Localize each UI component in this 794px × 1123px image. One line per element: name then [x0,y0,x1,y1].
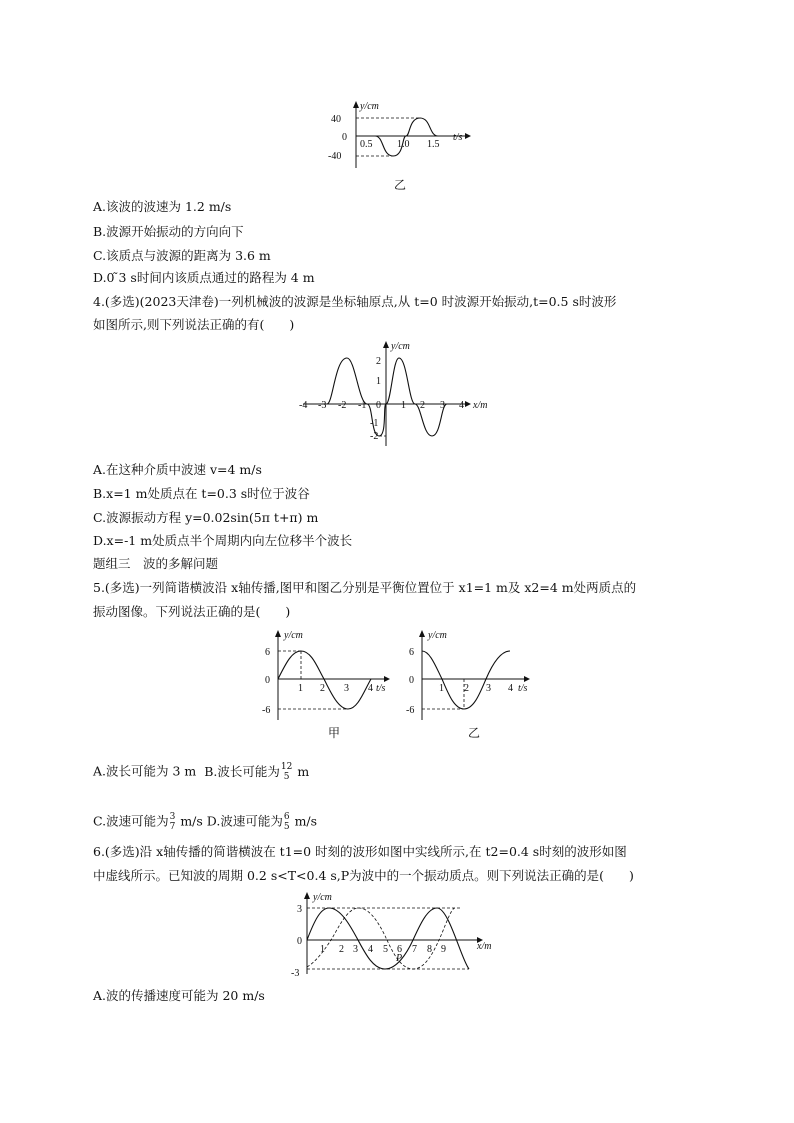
q5-option-b-text: B.波长可能为 [204,763,280,779]
x-tick: 9 [441,944,446,955]
q4-option-c: C.波源振动方程 y=0.02sin(5π t+π) m [93,510,319,525]
unit: m/s [294,813,318,829]
q5-stem-line1: 5.(多选)一列简谐横波沿 x轴传播,图甲和图乙分别是平衡位置位于 x1=1 m及 x2=4 m处两质点的 [93,580,637,595]
y-tick: 6 [265,647,270,658]
wave-graph-q6 [285,889,505,979]
q4-stem-line1: 4.(多选)(2023天津卷)一列机械波的波源是坐标轴原点,从 t=0 时波源开始振动,t=0.5 s时波形 [93,294,617,309]
fraction [170,812,176,832]
x-tick: 0.5 [360,139,373,150]
denominator: 5 [283,822,290,832]
numerator: 3 [169,812,176,822]
x-tick: -4 [299,400,308,411]
unit: m [297,763,310,779]
x-tick: 3 [440,400,445,411]
x-tick: 2 [420,400,425,411]
q5-options-cd [93,812,317,832]
y-tick: -40 [328,151,342,162]
q3-option-d: D.0 ̃3 s时间内该质点通过的路程为 4 m [93,270,315,285]
y-tick: -1 [370,418,379,429]
point-p-label: P [396,953,403,964]
x-tick: 1 [298,683,303,694]
x-tick: 3 [344,683,349,694]
x-tick: 4 [508,683,513,694]
y-tick: 2 [376,356,381,367]
x-tick: -1 [358,400,367,411]
x-tick: 4 [368,683,373,694]
x-tick: 2 [464,683,469,694]
y-tick: 1 [376,376,381,387]
q5-stem-line2: 振动图像。下列说法正确的是( ) [93,604,291,619]
y-tick: 0 [376,400,381,411]
q3-option-c: C.该质点与波源的距离为 3.6 m [93,248,271,263]
x-tick: 1 [320,944,325,955]
solid-wave-t1 [307,908,469,969]
y-tick: 0 [265,675,270,686]
x-tick: 3 [486,683,491,694]
y-axis-label: y/cm [391,341,410,352]
fraction [284,812,290,832]
x-tick: 6 [397,944,402,955]
figure-caption-yi: 乙 [468,726,481,740]
fraction [281,762,292,782]
wave-graph-q4 [295,338,495,450]
x-tick: 2 [320,683,325,694]
vibration-curve [278,651,371,709]
y-axis-label: y/cm [428,630,447,641]
q5-option-a: A.波长可能为 3 m [93,763,197,779]
section-heading: 题组三 波的多解问题 [93,556,219,571]
figure-caption: 乙 [394,178,407,192]
numerator: 6 [283,812,290,822]
x-tick: 1.0 [397,139,410,150]
figure-caption-jia: 甲 [328,726,341,740]
x-tick: 1 [401,400,406,411]
x-tick: 7 [412,944,417,955]
y-tick: 0 [342,132,347,143]
vibration-graph-yi2 [402,625,542,743]
q4-stem-line2: 如图所示,则下列说法正确的有( ) [93,317,295,332]
q6-stem-line2: 中虚线所示。已知波的周期 0.2 s<T<0.4 s,P为波中的一个振动质点。则下列说法正确的是( ) [93,868,634,883]
q5-option-d-text: D.波速可能为 [206,813,283,829]
q3-option-b: B.波源开始振动的方向向下 [93,224,244,239]
q4-option-d: D.x=-1 m处质点半个周期内向左位移半个波长 [93,533,353,548]
y-tick: -3 [291,968,300,979]
y-tick: 0 [297,936,302,947]
x-tick: 4 [368,944,373,955]
denominator: 7 [169,822,176,832]
y-axis-label: y/cm [284,630,303,641]
unit: m/s [180,813,203,829]
y-tick: 0 [409,675,414,686]
y-axis-label: y/cm [313,892,332,903]
y-tick: 6 [409,647,414,658]
x-axis-label: t/s [518,683,528,694]
q3-option-a: A.该波的波速为 1.2 m/s [93,199,232,214]
q5-option-b [204,762,310,782]
x-tick: 3 [353,944,358,955]
dashed-wave-t2 [307,908,455,969]
x-tick: 4 [459,400,464,411]
y-tick: -6 [406,705,415,716]
q5-options-ab [93,762,309,782]
q4-option-a: A.在这种介质中波速 v=4 m/s [93,462,262,477]
vibration-curve [375,118,438,156]
numerator: 12 [280,762,293,772]
x-tick: 8 [427,944,432,955]
y-tick: 40 [331,114,341,125]
x-tick: 1.5 [427,139,440,150]
q4-option-b: B.x=1 m处质点在 t=0.3 s时位于波谷 [93,486,310,501]
x-axis-label: x/m [477,941,492,952]
y-tick: -2 [370,431,379,442]
vibration-graph-yi [320,98,480,193]
x-tick: 2 [339,944,344,955]
vibration-curve [422,651,510,709]
q6-option-a: A.波的传播速度可能为 20 m/s [93,988,265,1003]
x-tick: -3 [318,400,327,411]
y-tick: -6 [262,705,271,716]
x-axis-label: x/m [473,400,488,411]
x-tick: 1 [439,683,444,694]
q6-stem-line1: 6.(多选)沿 x轴传播的简谐横波在 t1=0 时刻的波形如图中实线所示,在 t2=0.4 s时刻的波形如图 [93,844,627,859]
x-tick: -2 [338,400,347,411]
y-tick: 3 [297,904,302,915]
x-tick: 5 [383,944,388,955]
x-axis-label: t/s [453,132,463,143]
q5-option-c-text: C.波速可能为 [93,813,169,829]
y-axis-label: y/cm [360,101,379,112]
vibration-graph-jia [258,625,398,743]
wave-curve [327,358,447,436]
denominator: 5 [283,772,290,782]
x-axis-label: t/s [376,683,386,694]
